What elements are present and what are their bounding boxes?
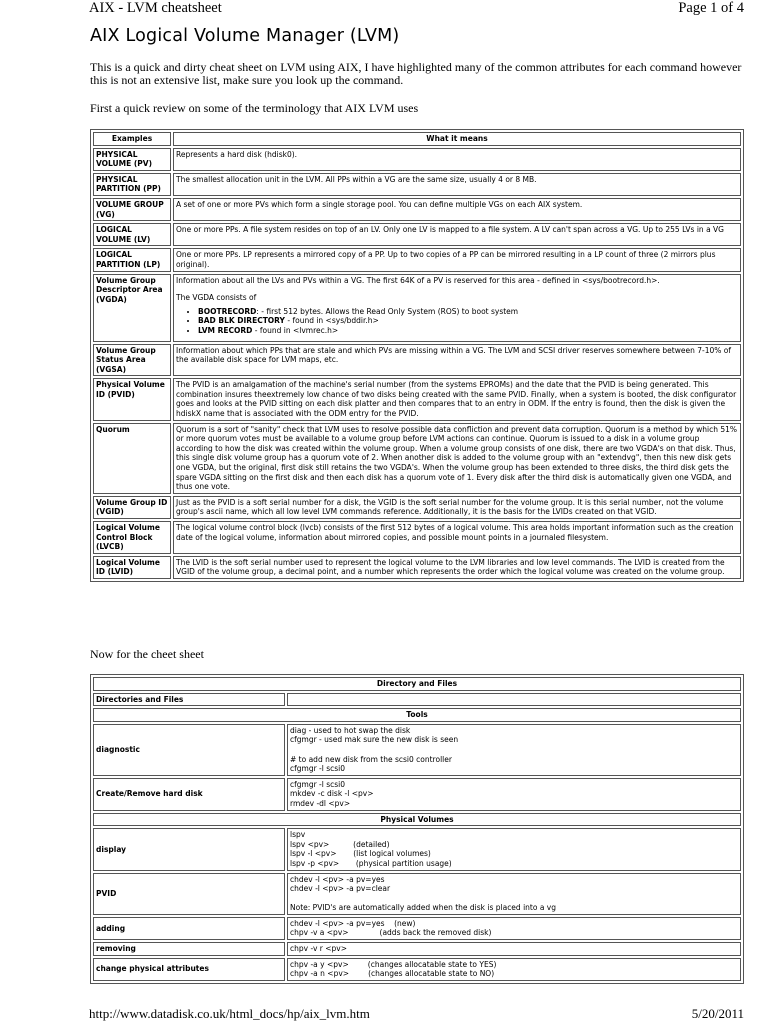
term-description: One or more PPs. A file system resides on top of an LV. Only one LV is mapped to a file system. A LV can't span across a VG. Up to 255 LVs in a VG	[173, 223, 741, 246]
list-item: • LVM RECORD - found in <lvmrec.h>	[198, 326, 738, 336]
page-header	[89, 0, 744, 22]
term-name: Volume Group Status Area (VGSA)	[93, 344, 171, 377]
intro-paragraph: This is a quick and dirty cheat sheet on LVM using AIX, I have highlighted many of the common attributes for each command however this is not an extensive list, make sure you look up the command.	[90, 60, 742, 87]
table-row	[93, 223, 741, 246]
row-value: chdev -l <pv> -a pv=yes (new) chpv -v a <pv> (adds back the removed disk)	[287, 917, 741, 940]
term-description: Quorum is a sort of "sanity" check that LVM uses to resolve possible data confliction and prevent data corruption. Quorum is a method by which 51% or more quorum votes must be available to a volume group before LVM actions can continue. Quorum is issued to a disk in a volume group according to how the disk was created within the volume group. When a volume group consists of one disk, there are two VGDA's on that disk. Thus, this single disk volume group has a quorum vote of 2. When another disk is added to the volume group with an "extendvg", then this new disk gets one VGDA, but the original, first disk still retains the two VGDA's. When the volume group has been extended to three disks, the third disk gets the spare VGDA sitting on the first disk and then each disk has a quorum vote of 1. Every disk after the third disk is automatically given one VGDA, and thus one vote.	[173, 423, 741, 494]
row-label: adding	[93, 917, 285, 940]
term-name: VOLUME GROUP (VG)	[93, 198, 171, 221]
page-number: Page 1 of 4	[678, 0, 744, 16]
row-value: diag - used to hot swap the disk cfgmgr - used mak sure the new disk is seen # to add new disk from the scsi0 controller cfgmgr -l scsi0	[287, 724, 741, 776]
list-item: • BAD BLK DIRECTORY - found in <sys/bddir.h>	[198, 316, 738, 326]
table-row	[93, 693, 741, 707]
table-row	[93, 198, 741, 221]
table-row	[93, 917, 741, 940]
term-description: Just as the PVID is a soft serial number for a disk, the VGID is the soft serial number for the volume group. It is this serial number, not the volume group's ascii name, which all low level LVM commands reference. Additionally, it is the basis for the LVIDs created on that VGID.	[173, 496, 741, 519]
header-title: AIX - LVM cheatsheet	[89, 0, 222, 16]
row-label: removing	[93, 942, 285, 956]
term-name: LOGICAL PARTITION (LP)	[93, 248, 171, 271]
term-name: Volume Group ID (VGID)	[93, 496, 171, 519]
row-value: cfgmgr -l scsi0 mkdev -c disk -l <pv> rmdev -dl <pv>	[287, 778, 741, 811]
table-row	[93, 248, 741, 271]
table-row	[93, 778, 741, 811]
term-description: The PVID is an amalgamation of the machine's serial number (from the systems EPROMs) and the date that the PVID is being generated. This combination insures theextremely low chance of two disks being created with the same PVID. Finally, when a system is booted, the disk configurator goes and looks at the PVID sitting on each disk platter and then compares that to an entry in ODM. If the entry is found, then the disk is given the hdiskX name that is associated with the ODM entry for the PVID.	[173, 378, 741, 420]
table-row	[93, 942, 741, 956]
term-description: Represents a hard disk (hdisk0).	[173, 148, 741, 171]
row-value: chpv -v r <pv>	[287, 942, 741, 956]
table-row	[93, 274, 741, 342]
row-label: change physical attributes	[93, 958, 285, 981]
vgda-consists: The VGDA consists of	[176, 293, 257, 303]
table-row	[93, 873, 741, 915]
document-title: AIX Logical Volume Manager (LVM)	[90, 26, 400, 46]
table-row	[93, 828, 741, 870]
row-label: display	[93, 828, 285, 870]
vgda-list	[190, 307, 738, 336]
term-name: Volume Group Descriptor Area (VGDA)	[93, 274, 171, 342]
term-description: The smallest allocation unit in the LVM. All PPs within a VG are the same size, usually 4 or 8 MB.	[173, 173, 741, 196]
term-description: One or more PPs. LP represents a mirrored copy of a PP. Up to two copies of a PP can be mirrored resulting in a LP count of three (2 mirrors plus original).	[173, 248, 741, 271]
term-description: Information about which PPs that are stale and which PVs are missing within a VG. The LVM and SCSI driver reserves somewhere between 7-10% of the available disk space for LVM maps, etc.	[173, 344, 741, 377]
table-row	[93, 521, 741, 554]
term-name: Logical Volume ID (LVID)	[93, 556, 171, 579]
table-row	[93, 556, 741, 579]
table-row	[93, 344, 741, 377]
row-label: PVID	[93, 873, 285, 915]
term-description: The logical volume control block (lvcb) consists of the first 512 bytes of a logical volume. This area holds important information such as the creation date of the logical volume, information about mirrored copies, and possible mount points in a journaled filesystem.	[173, 521, 741, 554]
table-row	[93, 496, 741, 519]
term-name: LOGICAL VOLUME (LV)	[93, 223, 171, 246]
section-header-physical-volumes: Physical Volumes	[93, 813, 741, 827]
table-row	[93, 958, 741, 981]
source-url: http://www.datadisk.co.uk/html_docs/hp/aix_lvm.htm	[89, 1006, 370, 1021]
term-description: The LVID is the soft serial number used to represent the logical volume to the LVM libraries and low level commands. The LVID is created from the VGID of the volume group, a decimal point, and a number which represents the order which the logical volume was created on the volume group.	[173, 556, 741, 579]
row-label: Directories and Files	[93, 693, 285, 707]
table-row	[93, 148, 741, 171]
term-name: PHYSICAL PARTITION (PP)	[93, 173, 171, 196]
term-description	[173, 274, 741, 342]
term-name: Quorum	[93, 423, 171, 494]
row-value: chpv -a y <pv> (changes allocatable state to YES) chpv -a n <pv> (changes allocatable state to NO)	[287, 958, 741, 981]
column-header-meaning: What it means	[173, 132, 741, 146]
table-row	[93, 173, 741, 196]
terminology-intro: First a quick review on some of the terminology that AIX LVM uses	[90, 101, 419, 115]
cheatsheet-intro: Now for the cheet sheet	[90, 647, 204, 661]
row-label: diagnostic	[93, 724, 285, 776]
row-value: chdev -l <pv> -a pv=yes chdev -l <pv> -a pv=clear Note: PVID's are automatically added when the disk is placed into a vg	[287, 873, 741, 915]
list-item: • BOOTRECORD: - first 512 bytes. Allows the Read Only System (ROS) to boot system	[198, 307, 738, 317]
row-value	[287, 693, 741, 707]
row-label: Create/Remove hard disk	[93, 778, 285, 811]
table-row	[93, 378, 741, 420]
terminology-table	[90, 129, 744, 582]
term-name: Physical Volume ID (PVID)	[93, 378, 171, 420]
section-header-tools: Tools	[93, 708, 741, 722]
term-name: PHYSICAL VOLUME (PV)	[93, 148, 171, 171]
term-name: Logical Volume Control Block (LVCB)	[93, 521, 171, 554]
vgda-description: Information about all the LVs and PVs within a VG. The first 64K of a PV is reserved for this area - defined in <sys/bootrecord.h>.	[176, 275, 660, 285]
print-date: 5/20/2011	[691, 1006, 744, 1021]
page-footer	[89, 1004, 744, 1024]
term-description: A set of one or more PVs which form a single storage pool. You can define multiple VGs on each AIX system.	[173, 198, 741, 221]
cheatsheet-table	[90, 674, 744, 984]
column-header-examples: Examples	[93, 132, 171, 146]
section-header-directory: Directory and Files	[93, 677, 741, 691]
row-value: lspv lspv <pv> (detailed) lspv -l <pv> (list logical volumes) lspv -p <pv> (physical partition usage)	[287, 828, 741, 870]
table-row	[93, 724, 741, 776]
table-row	[93, 423, 741, 494]
